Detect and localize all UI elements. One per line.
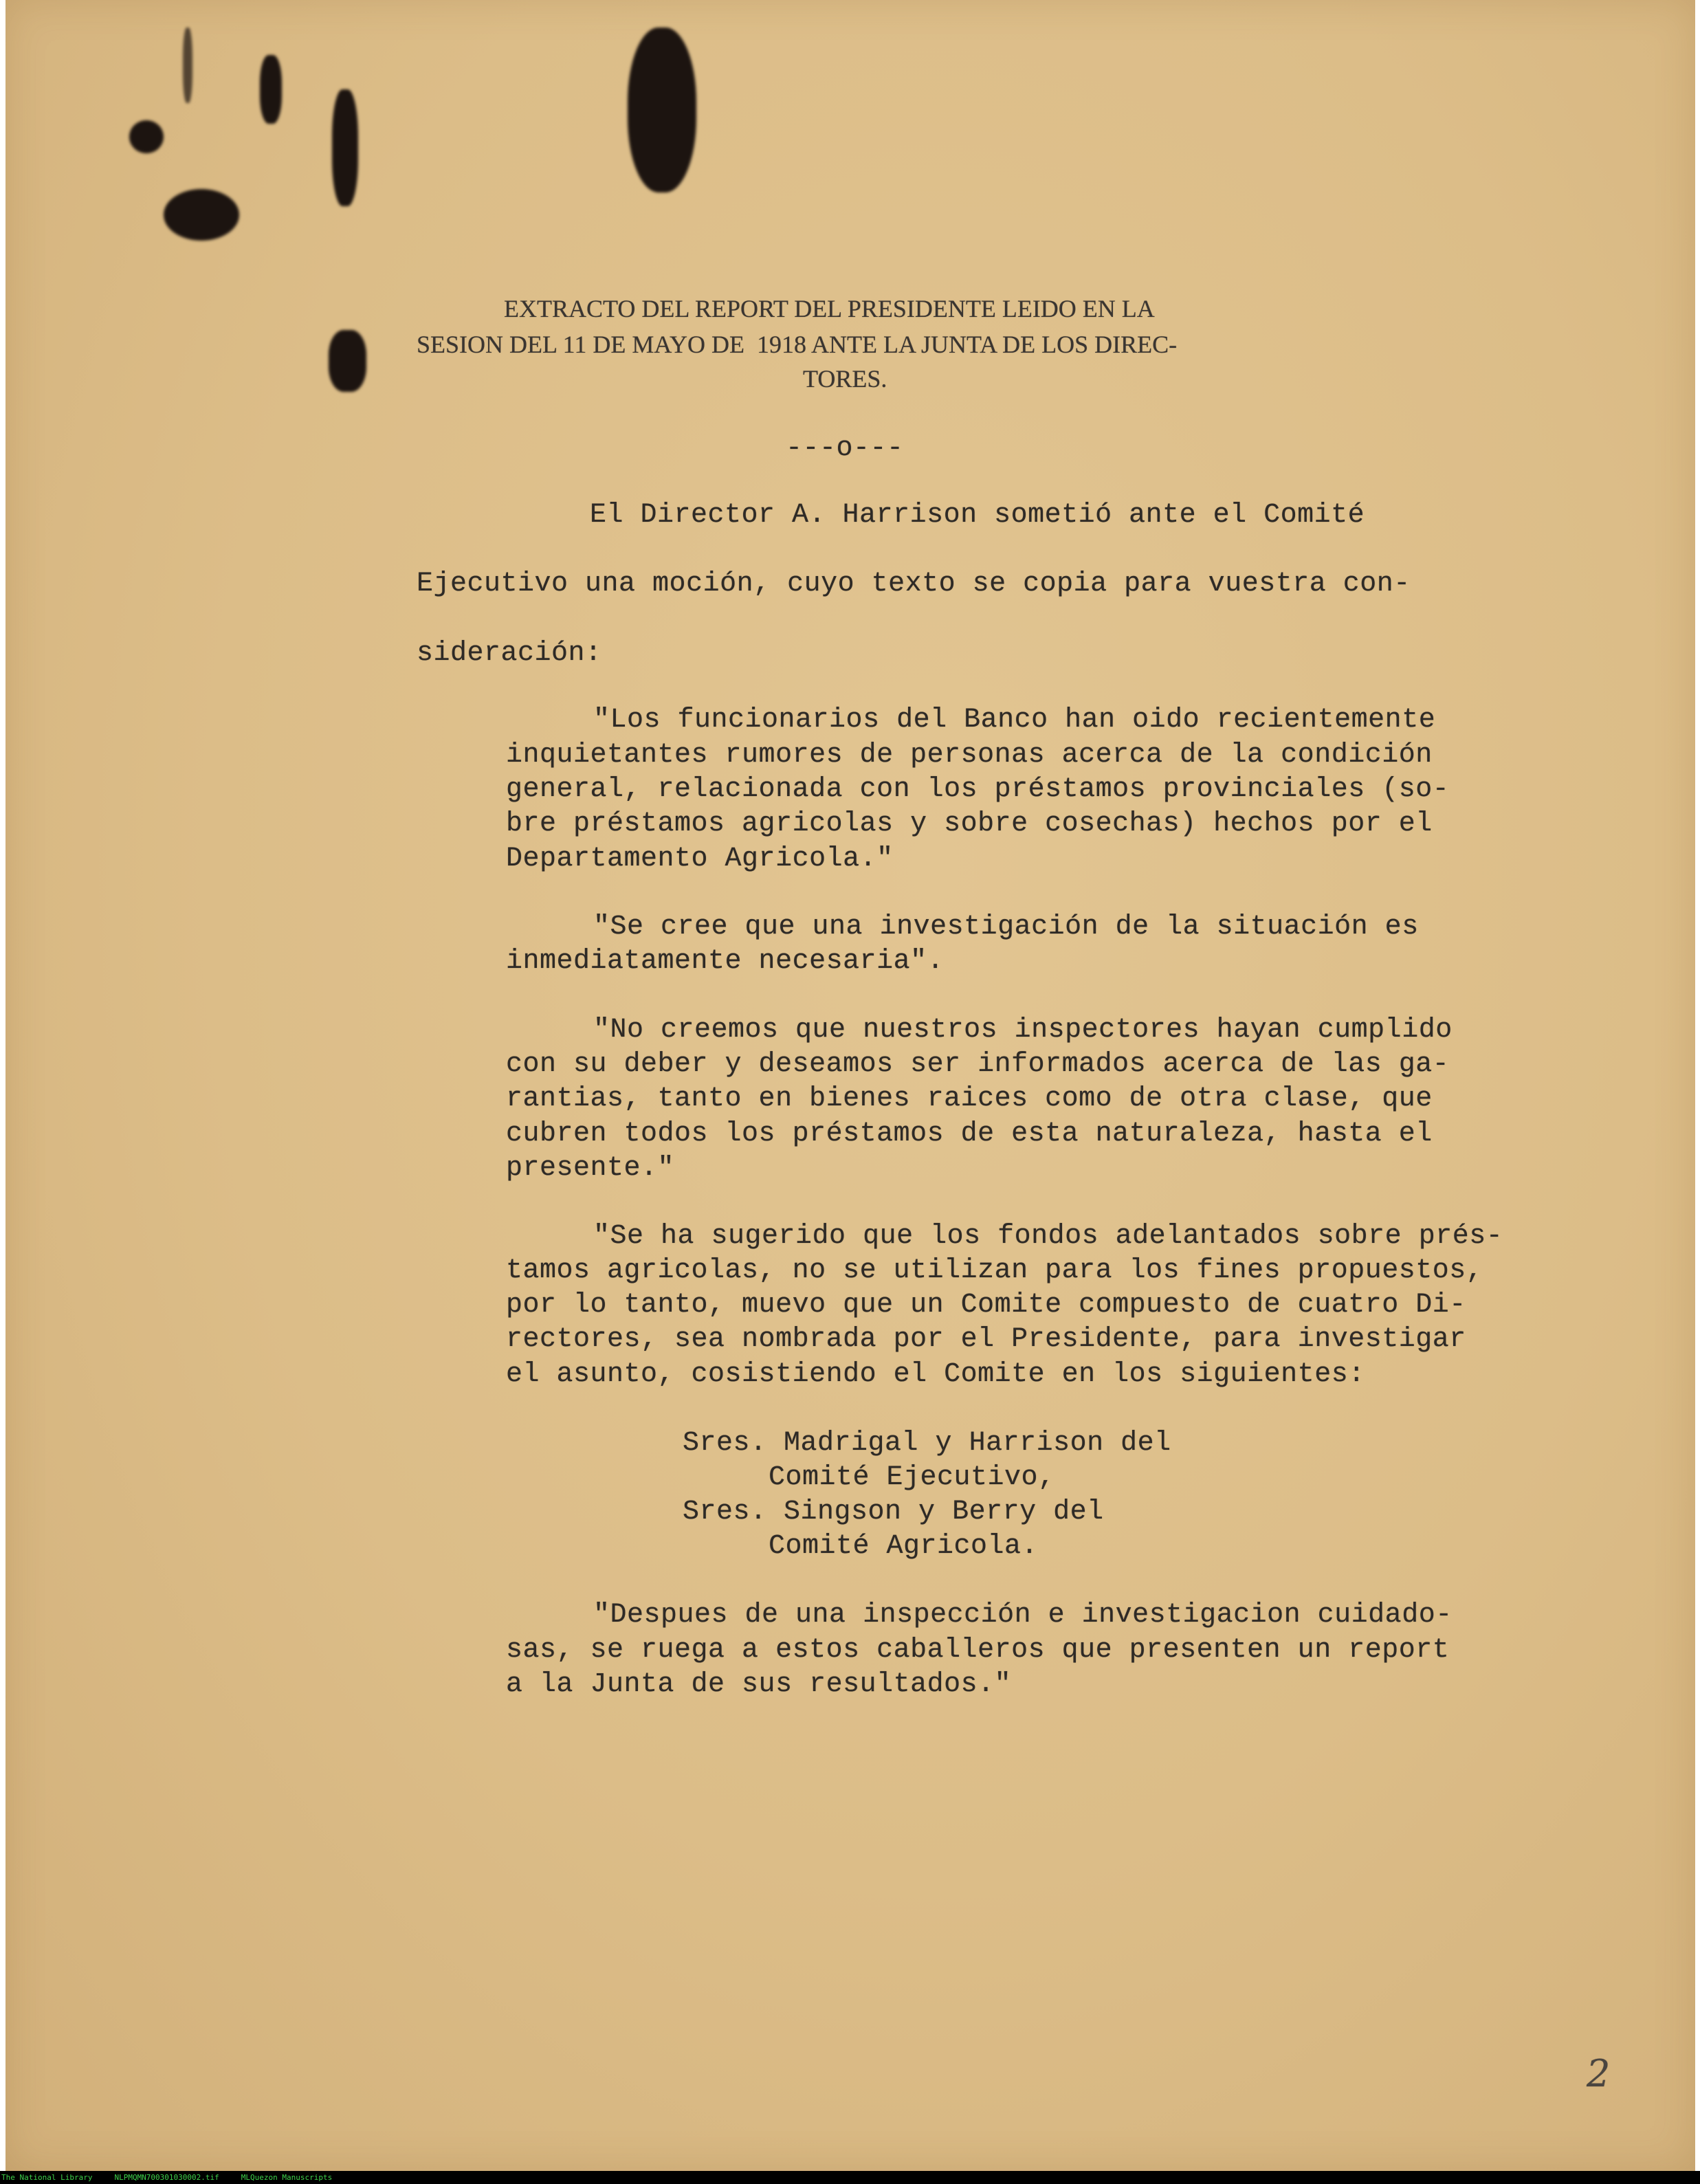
quote-line: "Se ha sugerido que los fondos adelantados sobre prés- bbox=[593, 1221, 1503, 1252]
quote-line: inquietantes rumores de personas acerca de la condición bbox=[506, 740, 1433, 771]
quote-line: general, relacionada con los préstamos provinciales (so- bbox=[506, 774, 1450, 805]
paper-sheet bbox=[5, 0, 1695, 2171]
quote-line: rectores, sea nombrada por el Presidente, para investigar bbox=[506, 1324, 1466, 1355]
ink-stain bbox=[329, 330, 366, 392]
quote-line: el asunto, cosistiendo el Comite en los siguientes: bbox=[506, 1359, 1365, 1390]
ink-stain bbox=[260, 55, 282, 124]
quote-line: por lo tanto, muevo que un Comite compuesto de cuatro Di- bbox=[506, 1290, 1466, 1321]
ink-stain bbox=[332, 89, 358, 206]
quote-line: cubren todos los préstamos de esta naturaleza, hasta el bbox=[506, 1118, 1433, 1149]
title-line: TORES. bbox=[803, 365, 887, 393]
footer-file: NLPMQMN700301030002.tif bbox=[114, 2173, 219, 2182]
quote-line: Departamento Agricola." bbox=[506, 843, 894, 874]
intro-line: El Director A. Harrison sometió ante el Comité bbox=[590, 500, 1365, 531]
committee-line: Sres. Singson y Berry del bbox=[683, 1497, 1104, 1527]
archive-footer bbox=[0, 2171, 1700, 2184]
title-line: EXTRACTO DEL REPORT DEL PRESIDENTE LEIDO EN LA bbox=[504, 295, 1155, 322]
intro-line: sideración: bbox=[417, 638, 602, 669]
footer-collection: MLQuezon Manuscripts bbox=[241, 2173, 333, 2182]
quote-line: rantias, tanto en bienes raices como de otra clase, que bbox=[506, 1083, 1433, 1114]
quote-line: tamos agricolas, no se utilizan para los fines propuestos, bbox=[506, 1255, 1483, 1286]
committee-line: Comité Agricola. bbox=[769, 1531, 1039, 1562]
intro-line: Ejecutivo una moción, cuyo texto se copia para vuestra con- bbox=[417, 569, 1411, 599]
title-line: SESION DEL 11 DE MAYO DE 1918 ANTE LA JUNTA DE LOS DIREC- bbox=[417, 331, 1178, 358]
quote-line: "No creemos que nuestros inspectores hayan cumplido bbox=[593, 1015, 1453, 1046]
quote-line: "Los funcionarios del Banco han oido recientemente bbox=[593, 705, 1436, 736]
ink-stain bbox=[183, 27, 192, 103]
ink-stain bbox=[164, 189, 239, 241]
separator: ---o--- bbox=[786, 433, 904, 464]
quote-line: bre préstamos agricolas y sobre cosechas) hechos por el bbox=[506, 808, 1433, 839]
quote-line: con su deber y deseamos ser informados acerca de las ga- bbox=[506, 1049, 1450, 1080]
quote-line: presente." bbox=[506, 1153, 675, 1184]
closing-line: sas, se ruega a estos caballeros que presenten un report bbox=[506, 1635, 1450, 1666]
closing-line: "Despues de una inspección e investigacion cuidado- bbox=[593, 1600, 1453, 1631]
committee-line: Comité Ejecutivo, bbox=[769, 1462, 1055, 1493]
quote-line: "Se cree que una investigación de la situación es bbox=[593, 912, 1419, 942]
ink-stain bbox=[129, 120, 164, 153]
closing-line: a la Junta de sus resultados." bbox=[506, 1669, 1012, 1700]
page-number: 2 bbox=[1587, 2052, 1611, 2095]
ink-stain bbox=[628, 27, 696, 192]
footer-library: The National Library bbox=[1, 2173, 93, 2182]
committee-line: Sres. Madrigal y Harrison del bbox=[683, 1428, 1171, 1459]
quote-line: inmediatamente necesaria". bbox=[506, 946, 945, 977]
